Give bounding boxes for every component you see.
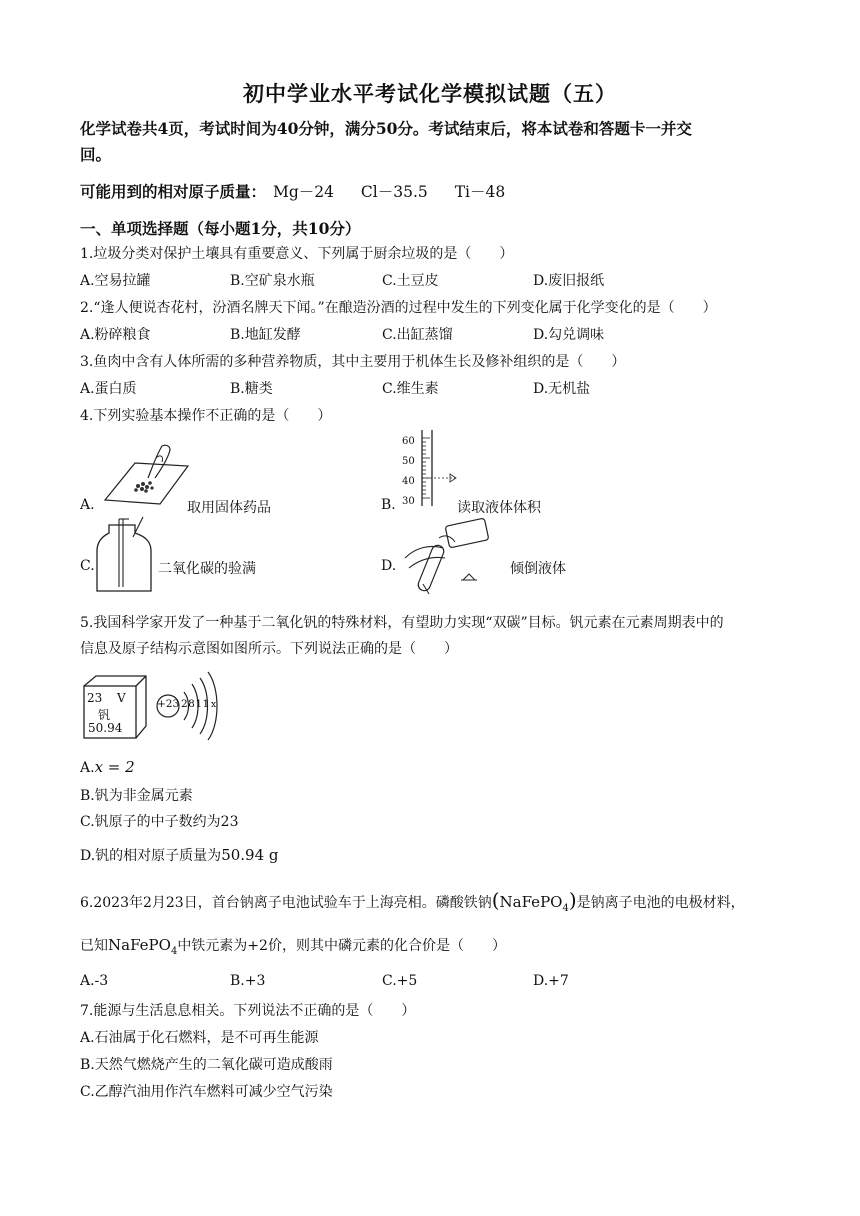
q6-formula-2: NaFePO [108, 936, 171, 954]
q4-option-d-label: 倾倒液体 [510, 561, 566, 577]
q6-stem-part-b: 是钠离子电池的电极材料， [576, 895, 745, 911]
element-mass: 50.94 [88, 721, 123, 735]
atomic-mass-label: 可能用到的相对原子质量： [80, 182, 267, 201]
cylinder-tick-50: 50 [402, 456, 415, 467]
question-2-stem: 2.“逢人便说杏花村，汾酒名牌天下闻。”在酿造汾酒的过程中发生的下列变化属于化学变化的是（ ） [80, 300, 717, 316]
figure-co2-bottle [95, 515, 160, 595]
q2-option-d: D.勾兑调味 [533, 327, 605, 343]
q4-option-b-label: 读取液体体积 [457, 500, 541, 516]
q5-option-b: B.钒为非金属元素 [80, 788, 193, 804]
cylinder-tick-60: 60 [402, 436, 415, 447]
q5-option-a-letter: A. [80, 760, 95, 776]
q3-option-a: A.蛋白质 [80, 381, 137, 397]
q2-option-a: A.粉碎粮食 [80, 327, 151, 343]
q4-option-d-letter: D. [381, 558, 397, 574]
question-5-stem-2: 信息及原子结构示意图如图所示。下列说法正确的是（ ） [80, 641, 458, 657]
q5-option-c: C.钒原子的中子数约为23 [80, 814, 239, 830]
q6-option-d: D.+7 [533, 973, 569, 989]
q5-option-d-text: D.钒的相对原子质量为 [80, 848, 222, 864]
q6-stem-part-a: 6.2023年2月23日，首台钠离子电池试验车于上海亮相。磷酸铁钠 [80, 895, 492, 911]
atom-shells: 2811 [181, 698, 210, 710]
q6-stem2-part-a: 已知 [80, 938, 108, 954]
atom-nucleus: +23 [157, 698, 180, 710]
atomic-mass-line [80, 180, 505, 202]
q1-option-d: D.废旧报纸 [533, 273, 605, 289]
atomic-mass-ti: Ti－48 [454, 183, 506, 201]
q2-option-b: B.地缸发酵 [230, 327, 301, 343]
q7-option-b: B.天然气燃烧产生的二氧化碳可造成酸雨 [80, 1057, 333, 1073]
atomic-mass-mg: Mg－24 [272, 183, 334, 201]
q1-option-a: A.空易拉罐 [80, 273, 151, 289]
page-title: 初中学业水平考试化学模拟试题（五） [243, 81, 617, 106]
q4-option-a-label: 取用固体药品 [187, 500, 271, 516]
q6-paren-open: ( [491, 888, 500, 912]
element-symbol: V [117, 691, 126, 705]
q4-option-c-letter: C. [80, 558, 95, 574]
q6-formula: NaFePO [499, 893, 563, 911]
q4-option-a-letter: A. [80, 497, 95, 513]
q7-option-c: C.乙醇汽油用作汽车燃料可减少空气污染 [80, 1084, 333, 1100]
q4-option-c-label: 二氧化碳的验满 [158, 561, 256, 577]
element-name: 钒 [98, 708, 111, 722]
q4-option-b-letter: B. [381, 497, 396, 513]
section-header: 一、单项选择题（每小题1分，共10分） [80, 219, 361, 238]
q7-option-a: A.石油属于化石燃料，是不可再生能源 [80, 1030, 319, 1046]
question-6-line-1 [80, 888, 745, 914]
q6-paren-close: ) [568, 888, 577, 912]
q6-formula-sub: 4 [562, 902, 569, 914]
question-4-stem: 4.下列实验基本操作不正确的是（ ） [80, 408, 332, 424]
element-number: 23 [87, 691, 103, 705]
q1-option-c: C.土豆皮 [382, 273, 439, 289]
q6-stem2-part-b: 中铁元素为+2价，则其中磷元素的化合价是（ ） [177, 938, 506, 954]
question-6-line-2 [80, 935, 506, 957]
q3-option-c: C.维生素 [382, 381, 439, 397]
cylinder-tick-30: 30 [402, 496, 415, 507]
q5-option-d [80, 845, 279, 865]
atomic-mass-cl: Cl－35.5 [360, 183, 428, 201]
figure-take-solid [100, 438, 190, 508]
q5-option-d-math: 50.94 g [221, 846, 279, 864]
q5-option-a [80, 758, 135, 776]
question-1-stem: 1.垃圾分类对保护土壤具有重要意义、下列属于厨余垃圾的是（ ） [80, 246, 514, 262]
intro-line-1: 化学试卷共4页，考试时间为40分钟，满分50分。考试结束后，将本试卷和答题卡一并交 [80, 119, 692, 138]
q3-option-b: B.糖类 [230, 381, 273, 397]
intro-line-2: 回。 [80, 145, 112, 164]
q3-option-d: D.无机盐 [533, 381, 591, 397]
q6-formula-2-sub: 4 [170, 945, 178, 957]
cylinder-tick-labels [402, 432, 415, 512]
q6-option-a: A.-3 [80, 973, 109, 989]
q6-option-c: C.+5 [382, 973, 418, 989]
q1-option-b: B.空矿泉水瓶 [230, 273, 315, 289]
cylinder-tick-40: 40 [402, 476, 415, 487]
q2-option-c: C.出缸蒸馏 [382, 327, 453, 343]
question-3-stem: 3.鱼肉中含有人体所需的多种营养物质，其中主要用于机体生长及修补组织的是（ ） [80, 354, 626, 370]
question-7-stem: 7.能源与生活息息相关。下列说法不正确的是（ ） [80, 1003, 416, 1019]
question-5-stem-1: 5.我国科学家开发了一种基于二氧化钒的特殊材料，有望助力实现“双碳”目标。钒元素在元素周期表中的 [80, 615, 724, 631]
figure-pouring-liquid [395, 514, 505, 598]
q6-option-b: B.+3 [230, 973, 266, 989]
atom-x: x [211, 700, 217, 710]
q5-option-a-math: x = 2 [94, 758, 135, 776]
